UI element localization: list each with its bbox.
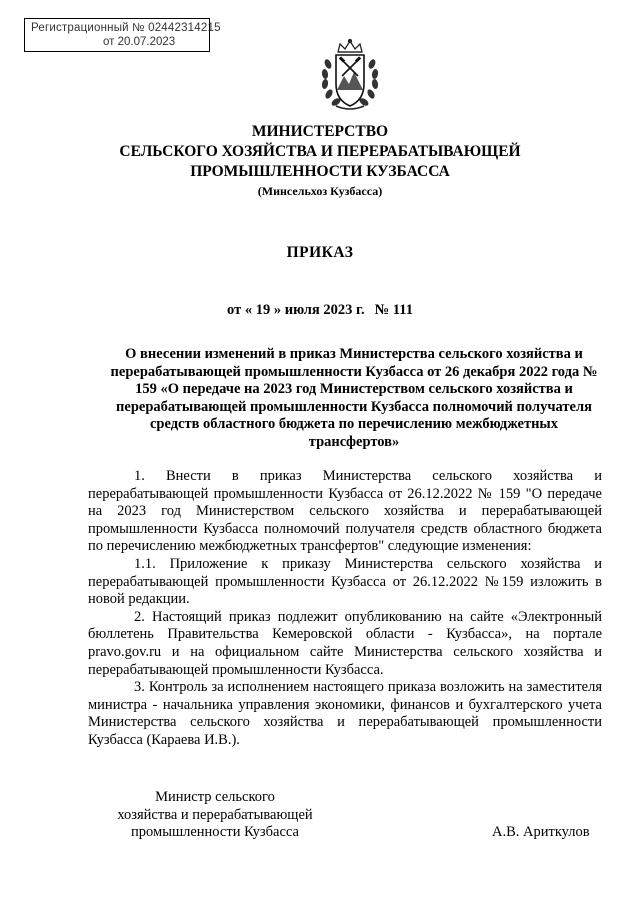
order-body bbox=[88, 468, 602, 750]
order-title: ПРИКАЗ bbox=[286, 244, 354, 261]
registration-stamp bbox=[24, 18, 221, 52]
order-number: № 111 bbox=[374, 302, 413, 318]
ministry-short-name: (Минсельхоз Кузбасса) bbox=[257, 184, 383, 198]
paragraph-1: 1. Внести в приказ Министерства сельского хозяйства и перерабатывающей промышленности Кузбасса от 26.12.2022 № 159 "О передаче на 2023 год Министерством сельского хозяйства и перерабатывающей промышленности Кузбасса полномочий получателя средств областного бюджета по перечислению межбюджетных трансфертов" следующие изменения: bbox=[88, 468, 602, 555]
ministry-name bbox=[0, 122, 640, 182]
paragraph-2: 2. Настоящий приказ подлежит опубликованию на сайте «Электронный бюллетень Правительства Кемеровской области - Кузбасса», на портале pravo.gov.ru и на официальном сайте Министерства сельского хозяйства и перерабатывающей промышленности Кузбасса. bbox=[88, 608, 602, 678]
registration-date: от 20.07.2023 bbox=[103, 36, 176, 48]
signatory-title-line-3: промышленности Кузбасса bbox=[131, 824, 299, 841]
signatory-title-line-1: Министр сельского bbox=[155, 789, 275, 805]
order-date-line bbox=[0, 302, 640, 319]
order-date: от « 19 » июля 2023 г. bbox=[227, 302, 365, 318]
signatory-name: А.В. Ариткулов bbox=[492, 824, 590, 840]
ministry-line-1: МИНИСТЕРСТВО bbox=[251, 123, 389, 140]
paragraph-1-1: 1.1. Приложение к приказу Министерства сельского хозяйства и перерабатывающей промышленности Кузбасса от 26.12.2022 №159 изложить в новой редакции. bbox=[88, 555, 602, 608]
order-subject: О внесении изменений в приказ Министерства сельского хозяйства и перерабатывающей промышленности Кузбасса от 26 декабря 2022 года № 159 «О передаче на 2023 год Министерством сельского хозяйства и перерабатывающей промышленности Кузбасса полномочий получателя средств областного бюджета по перечислению межбюджетных трансфертов» bbox=[110, 346, 598, 450]
ministry-line-2: СЕЛЬСКОГО ХОЗЯЙСТВА И ПЕРЕРАБАТЫВАЮЩЕЙ bbox=[119, 143, 521, 160]
paragraph-3: 3. Контроль за исполнением настоящего приказа возложить на заместителя министра - начальника управления экономики, финансов и бухгалтерского учета Министерства сельского хозяйства и перерабатывающей промышленности Кузбасса (Караева И.В.). bbox=[88, 679, 602, 748]
ministry-line-3: ПРОМЫШЛЕННОСТИ КУЗБАССА bbox=[190, 163, 450, 180]
registration-number: Регистрационный № 02442314215 bbox=[31, 22, 221, 34]
signatory-title-line-2: хозяйства и перерабатывающей bbox=[117, 806, 313, 823]
signatory-title bbox=[100, 789, 330, 842]
kuzbass-coat-of-arms-icon bbox=[318, 38, 382, 112]
